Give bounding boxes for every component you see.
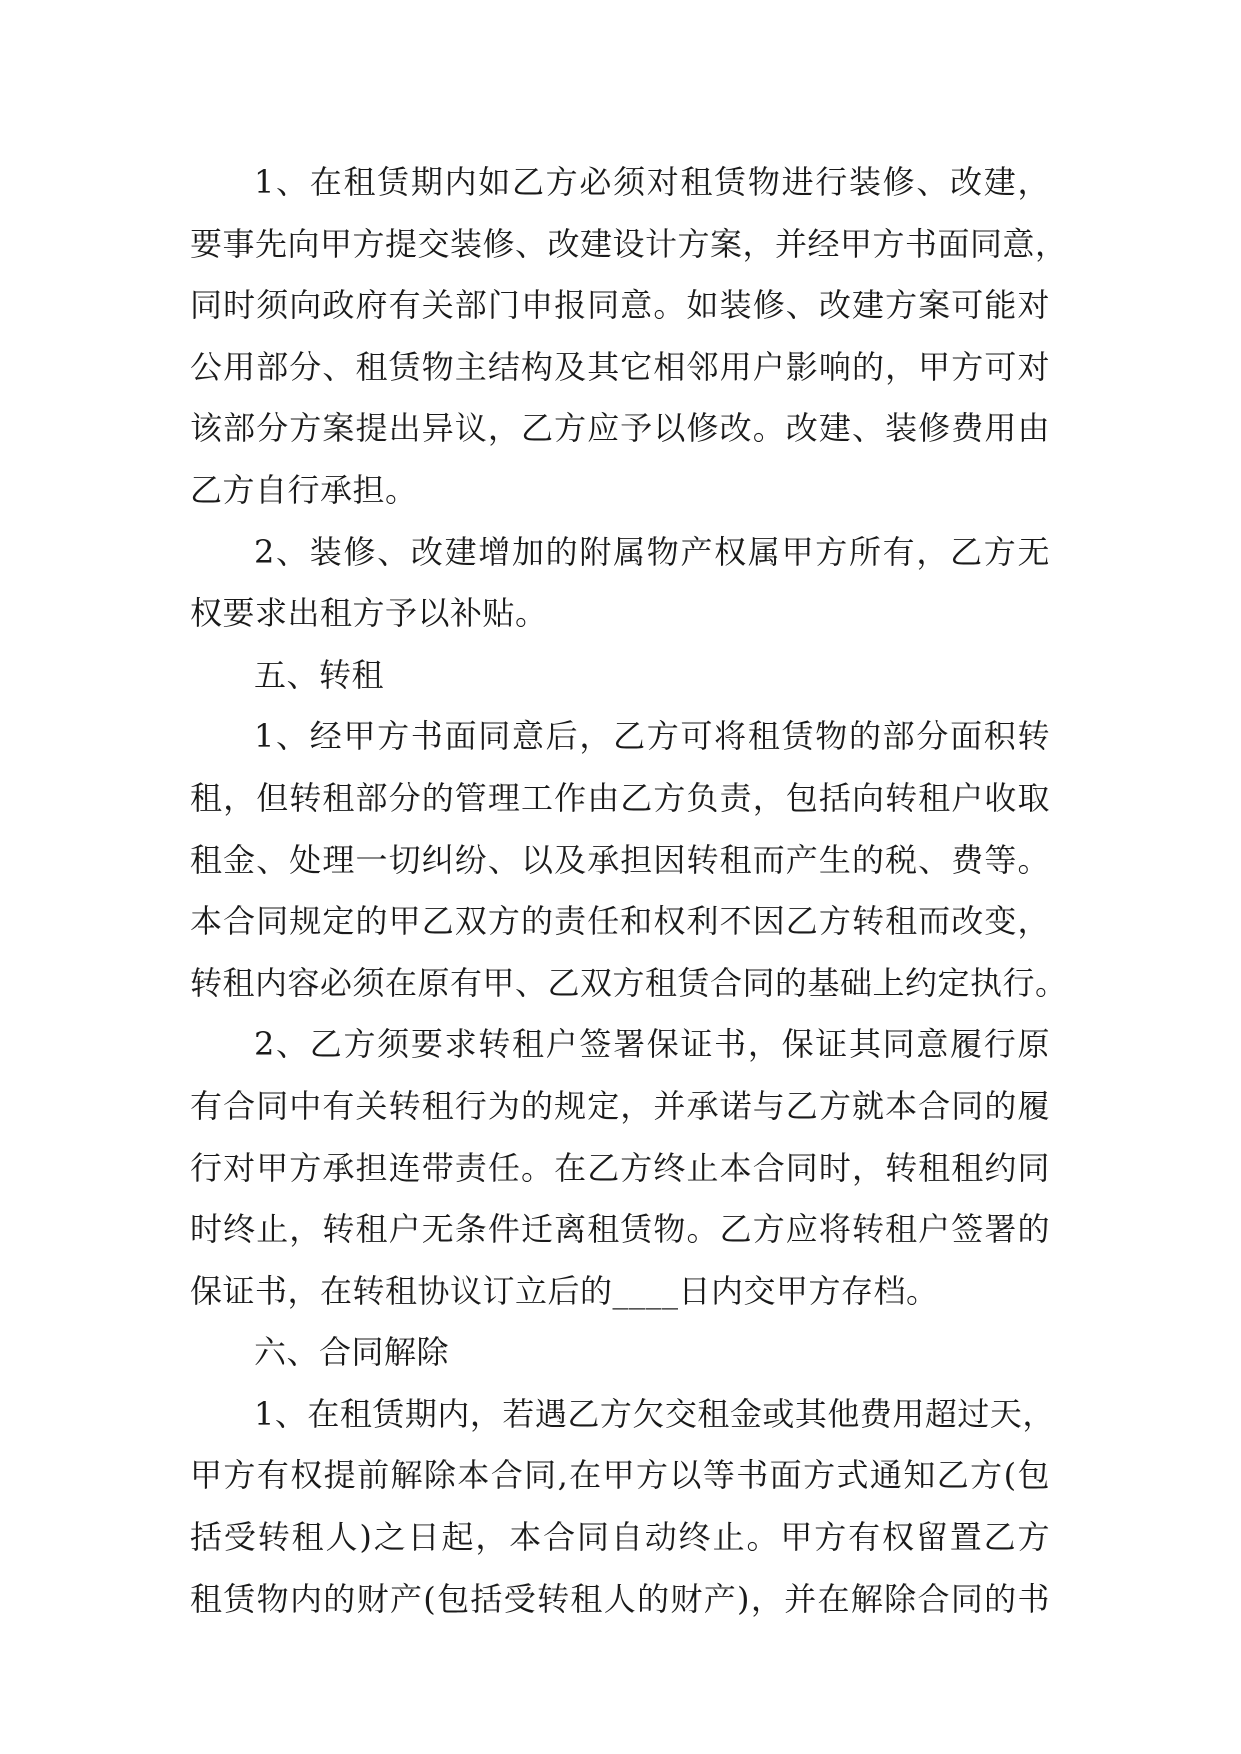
text-line: 租金、处理一切纠纷、以及承担因转租而产生的税、费等。 bbox=[190, 840, 1050, 879]
text-line: 该部分方案提出异议，乙方应予以修改。改建、装修费用由 bbox=[190, 409, 1050, 448]
text-line: 公用部分、租赁物主结构及其它相邻用户影响的，甲方可对 bbox=[190, 347, 1050, 386]
text-line: 保证书，在转租协议订立后的____日内交甲方存档。 bbox=[190, 1271, 939, 1310]
text-line: 行对甲方承担连带责任。在乙方终止本合同时，转租租约同 bbox=[190, 1148, 1050, 1187]
text-line: 2、乙方须要求转租户签署保证书，保证其同意履行原 bbox=[254, 1025, 1050, 1064]
text-line: 1、在租赁期内，若遇乙方欠交租金或其他费用超过天， bbox=[254, 1394, 1055, 1433]
text-line: 本合同规定的甲乙双方的责任和权利不因乙方转租而改变， bbox=[190, 902, 1050, 941]
text-line: 1、经甲方书面同意后，乙方可将租赁物的部分面积转 bbox=[254, 717, 1050, 756]
text-line: 括受转租人)之日起，本合同自动终止。甲方有权留置乙方 bbox=[190, 1518, 1050, 1557]
text-line: 甲方有权提前解除本合同,在甲方以等书面方式通知乙方(包 bbox=[190, 1456, 1050, 1495]
text-line: 租赁物内的财产(包括受转租人的财产)，并在解除合同的书 bbox=[190, 1579, 1050, 1618]
text-line: 要事先向甲方提交装修、改建设计方案，并经甲方书面同意， bbox=[190, 224, 1068, 263]
text-line: 乙方自行承担。 bbox=[190, 470, 418, 509]
text-line: 有合同中有关转租行为的规定，并承诺与乙方就本合同的履 bbox=[190, 1086, 1050, 1125]
text-line: 1、在租赁期内如乙方必须对租赁物进行装修、改建， bbox=[254, 163, 1050, 201]
text-line: 2、装修、改建增加的附属物产权属甲方所有，乙方无 bbox=[254, 532, 1050, 571]
text-line: 时终止，转租户无条件迁离租赁物。乙方应将转租户签署的 bbox=[190, 1210, 1050, 1249]
text-line: 转租内容必须在原有甲、乙双方租赁合同的基础上约定执行。 bbox=[190, 963, 1068, 1002]
document-body bbox=[190, 152, 1068, 1630]
text-line: 权要求出租方予以补贴。 bbox=[190, 594, 548, 633]
section-heading: 六、合同解除 bbox=[254, 1333, 450, 1372]
section-heading: 五、转租 bbox=[254, 655, 385, 694]
text-line: 租，但转租部分的管理工作由乙方负责，包括向转租户收取 bbox=[190, 778, 1050, 817]
text-line: 同时须向政府有关部门申报同意。如装修、改建方案可能对 bbox=[190, 286, 1050, 325]
